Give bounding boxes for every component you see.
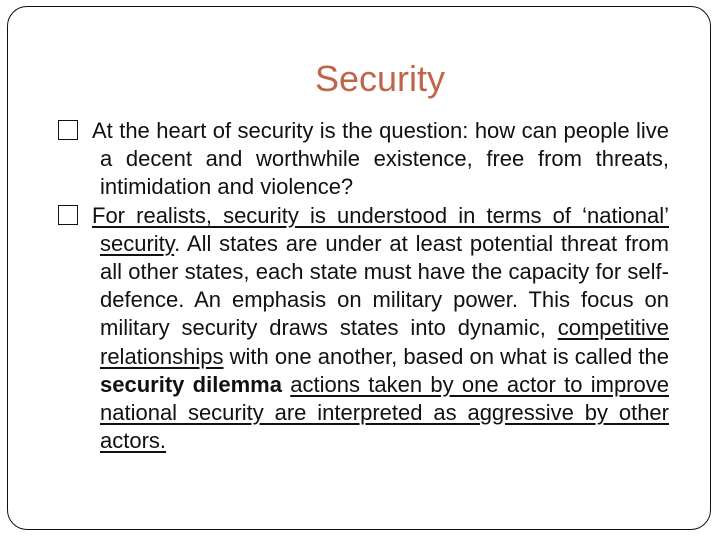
text-segment: At the heart of security is the question: how can people live a decent and worthwhile existence, free from threats, intimidation and violence? <box>92 118 669 200</box>
bullet-paragraph-2 <box>92 202 669 456</box>
text-segment <box>282 372 290 397</box>
slide-title: Security <box>314 58 446 99</box>
bullet-paragraph-1 <box>92 117 669 202</box>
bullet-box-icon <box>58 120 78 140</box>
slide-body <box>92 117 669 455</box>
bullet-2-text <box>92 203 669 454</box>
bullet-1-text <box>92 118 669 199</box>
text-segment: actions taken by one actor to improve national security are interpreted as aggressive by other actors. <box>100 371 669 454</box>
bullet-box-icon <box>58 205 78 225</box>
text-segment: with one another, based on what is called the <box>223 343 669 369</box>
text-segment: For realists, security is understood in terms of ‘national’ security <box>92 202 669 256</box>
text-segment: competitive relationships <box>100 315 669 369</box>
text-segment: . All states are under at least potential threat from all other states, each state must have the capacity for self-defence. An emphasis on military power. This focus on military security draws states into dynamic, <box>100 230 669 341</box>
text-segment: security dilemma <box>100 371 282 397</box>
